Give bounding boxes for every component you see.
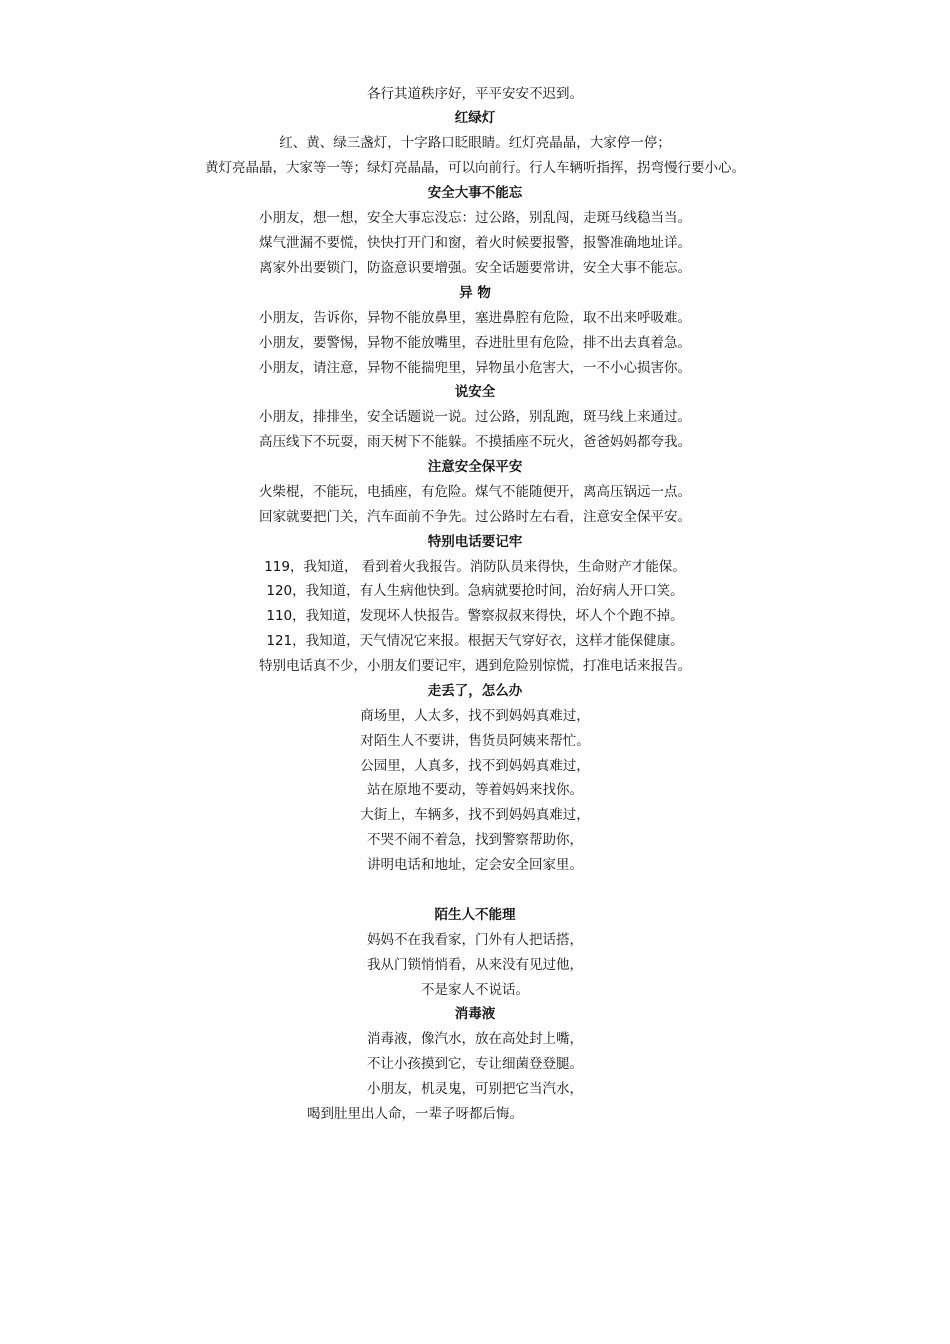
section-title-foreign-objects: 异 物 <box>459 285 491 301</box>
poem-line: 黄灯亮晶晶，大家等一等；绿灯亮晶晶，可以向前行。行人车辆听指挥，拐弯慢行要小心。 <box>205 160 745 176</box>
section-title-talk-safety: 说安全 <box>454 384 496 400</box>
poem-line: 煤气泄漏不要慌，快快打开门和窗，着火时候要报警，报警准确地址详。 <box>259 235 691 251</box>
poem-line: 不让小孩摸到它，专让细菌登登腿。 <box>367 1056 583 1072</box>
poem-line: 特别电话真不少，小朋友们要记牢，遇到危险别惊慌，打准电话来报告。 <box>259 658 691 674</box>
poem-line: 离家外出要锁门，防盗意识要增强。安全话题要常讲，安全大事不能忘。 <box>259 260 691 276</box>
poem-line: 红、黄、绿三盏灯，十字路口眨眼睛。红灯亮晶晶，大家停一停； <box>279 135 671 151</box>
section-title-strangers: 陌生人不能理 <box>434 907 516 923</box>
section-title-lost: 走丢了，怎么办 <box>427 683 523 699</box>
section-title-traffic-light: 红绿灯 <box>454 110 496 126</box>
poem-line: 回家就要把门关，汽车面前不争先。过公路时左右看，注意安全保平安。 <box>259 509 691 525</box>
poem-line: 不哭不闹不着急，找到警察帮助你， <box>367 832 583 848</box>
poem-line: 不是家人不说话。 <box>421 982 529 998</box>
poem-line: 高压线下不玩耍，雨天树下不能躲。不摸插座不玩火，爸爸妈妈都夸我。 <box>259 434 691 450</box>
poem-line: 喝到肚里出人命，一辈子呀都后悔。 <box>307 1106 523 1122</box>
section-title-safety-matters: 安全大事不能忘 <box>427 185 523 201</box>
poem-line: 对陌生人不要讲，售货员阿姨来帮忙。 <box>360 733 590 749</box>
poem-line: 小朋友，排排坐，安全话题说一说。过公路，别乱跑，斑马线上来通过。 <box>259 409 691 425</box>
poem-line: 火柴棍，不能玩，电插座，有危险。煤气不能随便开，离高压锅远一点。 <box>259 484 691 500</box>
poem-line: 我从门锁悄悄看，从来没有见过他， <box>367 957 583 973</box>
poem-line: 120，我知道，有人生病他快到。急病就要抢时间，治好病人开口笑。 <box>266 583 684 599</box>
section-title-disinfectant: 消毒液 <box>454 1006 496 1022</box>
poem-line: 小朋友，告诉你，异物不能放鼻里，塞进鼻腔有危险，取不出来呼吸难。 <box>259 310 691 326</box>
poem-line: 讲明电话和地址，定会安全回家里。 <box>367 857 583 873</box>
poem-line: 小朋友，要警惕，异物不能放嘴里，吞进肚里有危险，排不出去真着急。 <box>259 335 691 351</box>
poem-line: 小朋友，机灵鬼，可别把它当汽水， <box>367 1081 583 1097</box>
poem-line: 大街上，车辆多，找不到妈妈真难过， <box>360 807 590 823</box>
poem-line: 110，我知道，发现坏人快报告。警察叔叔来得快，坏人个个跑不掉。 <box>266 608 684 624</box>
section-title-emergency-numbers: 特别电话要记牢 <box>427 534 523 550</box>
poem-line: 站在原地不要动，等着妈妈来找你。 <box>367 782 583 798</box>
poem-line: 119，我知道， 看到着火我报告。消防队员来得快，生命财产才能保。 <box>264 559 686 575</box>
intro-line: 各行其道秩序好，平平安安不迟到。 <box>367 86 583 102</box>
poem-line: 121，我知道，天气情况它来报。根据天气穿好衣，这样才能保健康。 <box>266 633 684 649</box>
poem-line: 消毒液，像汽水，放在高处封上嘴， <box>367 1031 583 1047</box>
section-title-stay-safe: 注意安全保平安 <box>427 459 523 475</box>
poem-line: 小朋友，请注意，异物不能揣兜里，异物虽小危害大，一不小心损害你。 <box>259 360 691 376</box>
poem-line: 公园里，人真多，找不到妈妈真难过， <box>360 758 590 774</box>
poem-line: 小朋友，想一想，安全大事忘没忘：过公路，别乱闯，走斑马线稳当当。 <box>259 210 691 226</box>
poem-line: 商场里，人太多，找不到妈妈真难过， <box>360 708 590 724</box>
poem-line: 妈妈不在我看家，门外有人把话搭， <box>367 932 583 948</box>
